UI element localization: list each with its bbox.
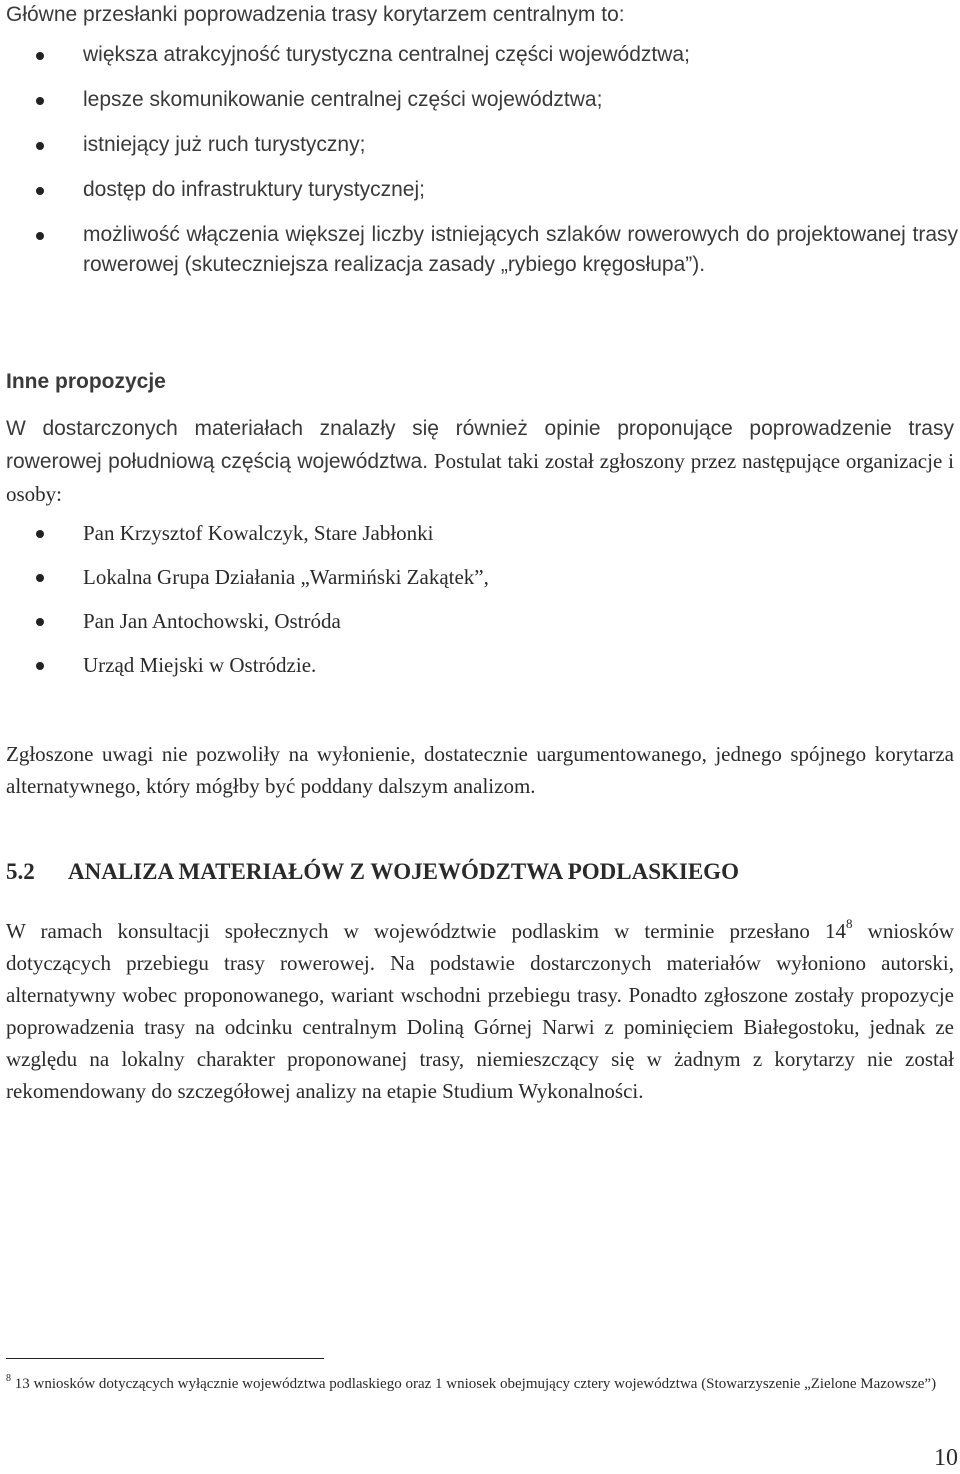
list-item-text: większa atrakcyjność turystyczna centralnej części województwa; — [83, 43, 690, 66]
bullet-icon — [36, 574, 44, 582]
podlaskie-text-d: Ponadto zgłoszone zostały propozycje poprowadzenia trasy na odcinku centralnym Doliną Górnej Narwi z pominięciem Białegostoku, jednak ze względu na lokalny charakter proponowanej trasy, niemieszczący się w żadnym z korytarzy nie został rekomendowany do szczegółowej analizy na etapie Studium Wykonalności. — [6, 983, 954, 1103]
list-item-text: możliwość włączenia większej liczby istniejących szlaków rowerowych do projektowanej trasy rowerowej (skuteczniejsza realizacja zasady „rybiego kręgosłupa”). — [83, 223, 958, 276]
list-item — [0, 650, 960, 680]
bullet-icon — [36, 187, 44, 195]
section-title: ANALIZA MATERIAŁÓW Z WOJEWÓDZTWA PODLASKIEGO — [68, 859, 739, 884]
list-item — [0, 518, 960, 548]
bullet-icon — [36, 530, 44, 538]
zgloszone-paragraph: Zgłoszone uwagi nie pozwoliły na wyłonienie, dostatecznie uargumentowanego, jednego spójnego korytarza alternatywnego, który mógłby być poddany dalszym analizom. — [6, 742, 954, 798]
section-heading-inne: Inne propozycje — [6, 370, 166, 393]
list-item-text: Lokalna Grupa Działania „Warmiński Zakątek”, — [83, 565, 489, 589]
podlaskie-text-b: wniosków dotyczących przebiegu trasy rowerowej. — [6, 919, 954, 975]
list-item — [0, 562, 960, 592]
footnote-reference[interactable]: 8 — [846, 916, 853, 931]
section-number: 5.2 — [6, 859, 35, 884]
list-item — [0, 606, 960, 636]
footnote-text: 13 wniosków dotyczących wyłącznie województwa podlaskiego oraz 1 wniosek obejmujący cztery województwa (Stowarzyszenie „Zielone Mazowsze”) — [11, 1376, 937, 1392]
footnote-separator — [6, 1358, 324, 1359]
section-heading-5-2 — [6, 856, 954, 888]
podlaskie-paragraph — [6, 915, 954, 1107]
list-item — [0, 220, 960, 280]
bullet-icon — [36, 97, 44, 105]
list-item-text: Urząd Miejski w Ostródzie. — [83, 653, 317, 677]
list-item-text: Pan Jan Antochowski, Ostróda — [83, 609, 341, 633]
list-item-text: istniejący już ruch turystyczny; — [83, 133, 366, 156]
list-item-text: lepsze skomunikowanie centralnej części województwa; — [83, 88, 603, 111]
list-item — [0, 40, 960, 70]
list-item-text: dostęp do infrastruktury turystycznej; — [83, 178, 425, 201]
proposers-list — [0, 518, 960, 694]
page-number: 10 — [934, 1445, 958, 1471]
podlaskie-text-a: W ramach konsultacji społecznych w województwie podlaskim w terminie przesłano 14 — [6, 919, 847, 943]
inne-paragraph — [6, 412, 954, 510]
footnote-number: 8 — [6, 1373, 11, 1384]
intro-text: Główne przesłanki poprowadzenia trasy korytarzem centralnym to: — [6, 3, 625, 26]
reasons-list — [0, 40, 960, 295]
bullet-icon — [36, 142, 44, 150]
bullet-icon — [36, 52, 44, 60]
podlaskie-text-c: Na podstawie dostarczonych materiałów wyłoniono autorski, alternatywny wobec proponowanego, wariant wschodni przebiegu trasy. — [6, 951, 955, 1007]
list-item-text: Pan Krzysztof Kowalczyk, Stare Jabłonki — [83, 521, 434, 545]
inne-paragraph-part2: Postulat taki został zgłoszony przez następujące organizacje i osoby: — [6, 449, 954, 506]
list-item — [0, 85, 960, 115]
bullet-icon — [36, 232, 44, 240]
bullet-icon — [36, 618, 44, 626]
bullet-icon — [36, 662, 44, 670]
footnote — [6, 1372, 954, 1396]
list-item — [0, 175, 960, 205]
list-item — [0, 130, 960, 160]
inne-paragraph-part1: W dostarczonych materiałach znalazły się również opinie proponujące poprowadzenie trasy rowerowej południową częścią województwa. — [6, 417, 954, 473]
